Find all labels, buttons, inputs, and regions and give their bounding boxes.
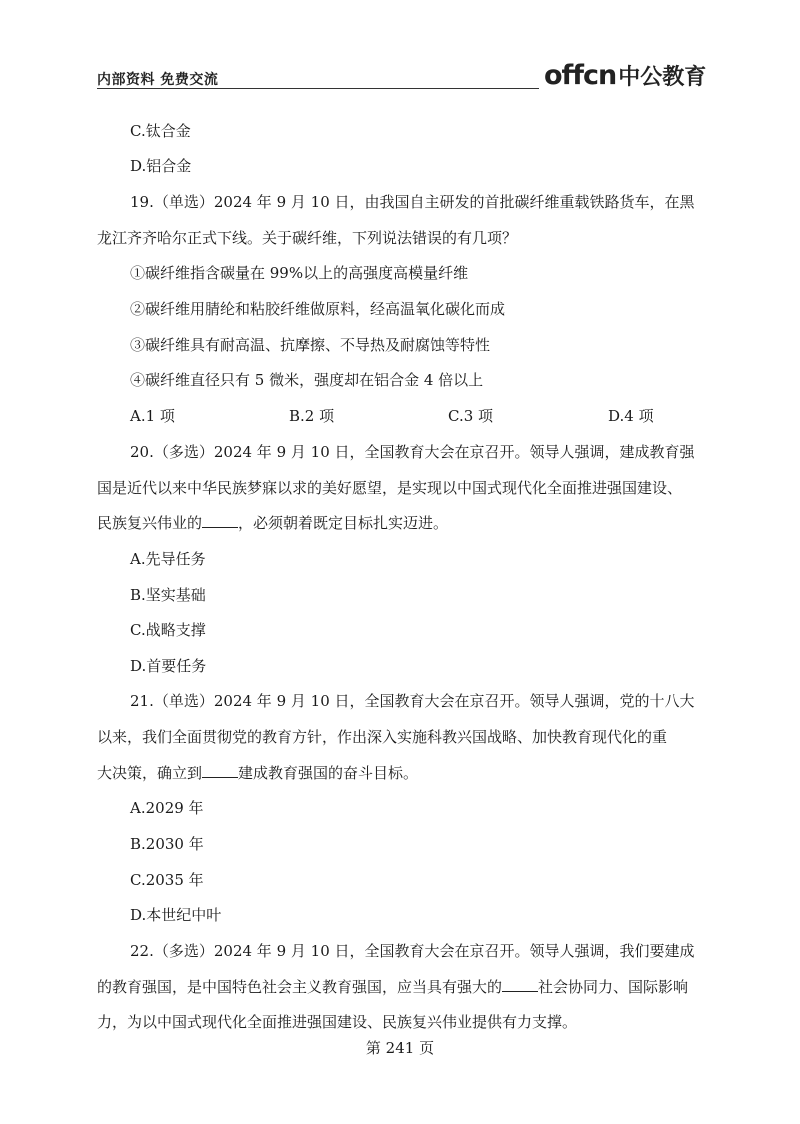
- q19-statement-1: ①碳纤维指含碳量在 99%以上的高强度高模量纤维: [130, 264, 469, 282]
- q20-option-d: D.首要任务: [130, 657, 207, 675]
- q20-option-c: C.战略支撑: [130, 621, 206, 639]
- q22-text-before-blank: 的教育强国，是中国特色社会主义教育强国，应当具有强大的: [97, 978, 503, 996]
- q19-option-c: C.3 项: [448, 407, 494, 425]
- q22-text-after-blank: 社会协同力、国际影响: [538, 978, 689, 996]
- q21-fill-blank: [202, 763, 238, 778]
- q21-option-b: B.2030 年: [130, 835, 204, 853]
- q20-stem-line-1: 20.（多选）2024 年 9 月 10 日，全国教育大会在京召开。领导人强调，建成教育强: [130, 443, 695, 461]
- q20-text-after-blank: ，必须朝着既定目标扎实迈进。: [238, 514, 449, 532]
- q21-option-d: D.本世纪中叶: [130, 906, 222, 924]
- q21-stem-line-3: [97, 763, 418, 783]
- page-number: 第 241 页: [365, 1039, 435, 1057]
- q22-stem-line-1: 22.（多选）2024 年 9 月 10 日，全国教育大会在京召开。领导人强调，我们要建成: [130, 942, 695, 960]
- q20-stem-line-3: [97, 513, 448, 533]
- header-label: 内部资料 免费交流: [97, 72, 219, 88]
- q20-stem-line-2: 国是近代以来中华民族梦寐以求的美好愿望，是实现以中国式现代化全面推进强国建设、: [97, 479, 683, 497]
- q21-stem-line-2: 以来，我们全面贯彻党的教育方针，作出深入实施科教兴国战略、加快教育现代化的重: [97, 728, 668, 746]
- q19-option-d: D.4 项: [608, 407, 654, 425]
- q22-stem-line-3: 力，为以中国式现代化全面推进强国建设、民族复兴伟业提供有力支撑。: [97, 1013, 578, 1031]
- q19-option-b: B.2 项: [289, 407, 335, 425]
- q19-statement-4: ④碳纤维直径只有 5 微米，强度却在铝合金 4 倍以上: [130, 371, 484, 389]
- q20-text-before-blank: 民族复兴伟业的: [97, 514, 203, 532]
- logo-latin-text: offcn: [544, 60, 617, 91]
- q21-text-after-blank: 建成教育强国的奋斗目标。: [238, 764, 419, 782]
- q19-statement-2: ②碳纤维用腈纶和粘胶纤维做原料，经高温氧化碳化而成: [130, 300, 506, 318]
- q21-text-before-blank: 大决策，确立到: [97, 764, 203, 782]
- q19-statement-3: ③碳纤维具有耐高温、抗摩擦、不导热及耐腐蚀等特性: [130, 336, 491, 354]
- page-header: [97, 60, 707, 92]
- offcn-logo: [544, 60, 706, 92]
- logo-chinese-text: 中公教育: [618, 65, 707, 90]
- q18-option-c: C.钛合金: [130, 122, 191, 140]
- q21-stem-line-1: 21.（单选）2024 年 9 月 10 日，全国教育大会在京召开。领导人强调，党的十八大: [130, 692, 695, 710]
- q21-option-a: A.2029 年: [130, 799, 204, 817]
- q19-stem-line-2: 龙江齐齐哈尔正式下线。关于碳纤维，下列说法错误的有几项？: [97, 229, 518, 247]
- header-rule: [97, 88, 539, 89]
- q20-fill-blank: [202, 513, 238, 528]
- q18-option-d: D.铝合金: [130, 157, 192, 175]
- q20-option-b: B.坚实基础: [130, 586, 206, 604]
- q22-fill-blank: [502, 977, 538, 992]
- q22-stem-line-2: [97, 977, 688, 997]
- q20-option-a: A.先导任务: [130, 550, 206, 568]
- q21-option-c: C.2035 年: [130, 871, 204, 889]
- q19-option-a: A.1 项: [130, 407, 175, 425]
- q19-stem-line-1: 19.（单选）2024 年 9 月 10 日，由我国自主研发的首批碳纤维重载铁路货车，在黑: [130, 193, 695, 211]
